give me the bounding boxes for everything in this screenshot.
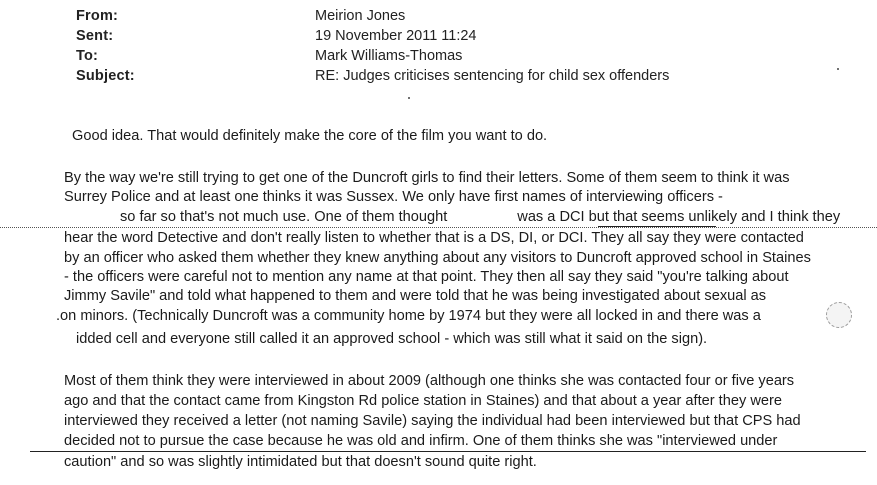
p2-line-7: Jimmy Savile" and told what happened to them and were told that he was being investigated about sexual as (64, 288, 767, 304)
p3-line-1: Most of them think they were interviewed in about 2009 (although one thinks she was contacted four or five years (64, 373, 795, 389)
to-value: Mark Williams-Thomas (315, 48, 463, 64)
subject-label: Subject: (76, 68, 135, 84)
p2-line-1: By the way we're still trying to get one of the Duncroft girls to find their letters. Some of them seem to think it was (64, 170, 790, 186)
scan-speck (837, 68, 839, 70)
punch-hole (826, 302, 852, 328)
p3-line-2: ago and that the contact came from Kingston Rd police station in Staines) and that about a year after they were (64, 393, 782, 409)
p2-line-5: by an officer who asked them whether they knew anything about any visitors to Duncroft approved school in Staines (64, 250, 811, 266)
p2-line-9: idded cell and everyone still called it an approved school - which was still what it said on the sign). (76, 331, 708, 347)
p2-line-6: - the officers were careful not to mention any name at that point. They then all say they said "you're talking about (64, 269, 789, 285)
scan-speck (408, 97, 410, 99)
from-value: Meirion Jones (315, 8, 406, 24)
pen-underline-long (30, 451, 866, 452)
sent-label: Sent: (76, 28, 114, 44)
from-label: From: (76, 8, 119, 24)
p2-line-3b: was a DCI but that seems unlikely and I think they (517, 209, 841, 225)
subject-value: RE: Judges criticises sentencing for child sex offenders (315, 68, 670, 84)
p3-line-3: interviewed they received a letter (not naming Savile) saying the individual had been interviewed but that CPS had (64, 413, 801, 429)
p2-line-8: .on minors. (Technically Duncroft was a community home by 1974 but they were all locked in and there was a (56, 308, 761, 324)
sent-value: 19 November 2011 11:24 (315, 28, 477, 44)
fold-line (0, 227, 877, 228)
to-label: To: (76, 48, 99, 64)
p3-line-5: caution" and so was slightly intimidated but that doesn't sound quite right. (64, 454, 537, 470)
p3-line-4: decided not to pursue the case because he was old and infirm. One of them thinks she was "interviewed under (64, 433, 778, 449)
p2-line-3a: so far so that's not much use. One of them thought (120, 209, 448, 225)
greeting-line: Good idea. That would definitely make the core of the film you want to do. (72, 128, 548, 144)
p2-line-2: Surrey Police and at least one thinks it was Sussex. We only have first names of interviewing officers - (64, 189, 723, 205)
p2-line-3 (120, 208, 840, 226)
p2-line-4: hear the word Detective and don't really listen to whether that is a DS, DI, or DCI. They all say they were contacted (64, 230, 804, 246)
